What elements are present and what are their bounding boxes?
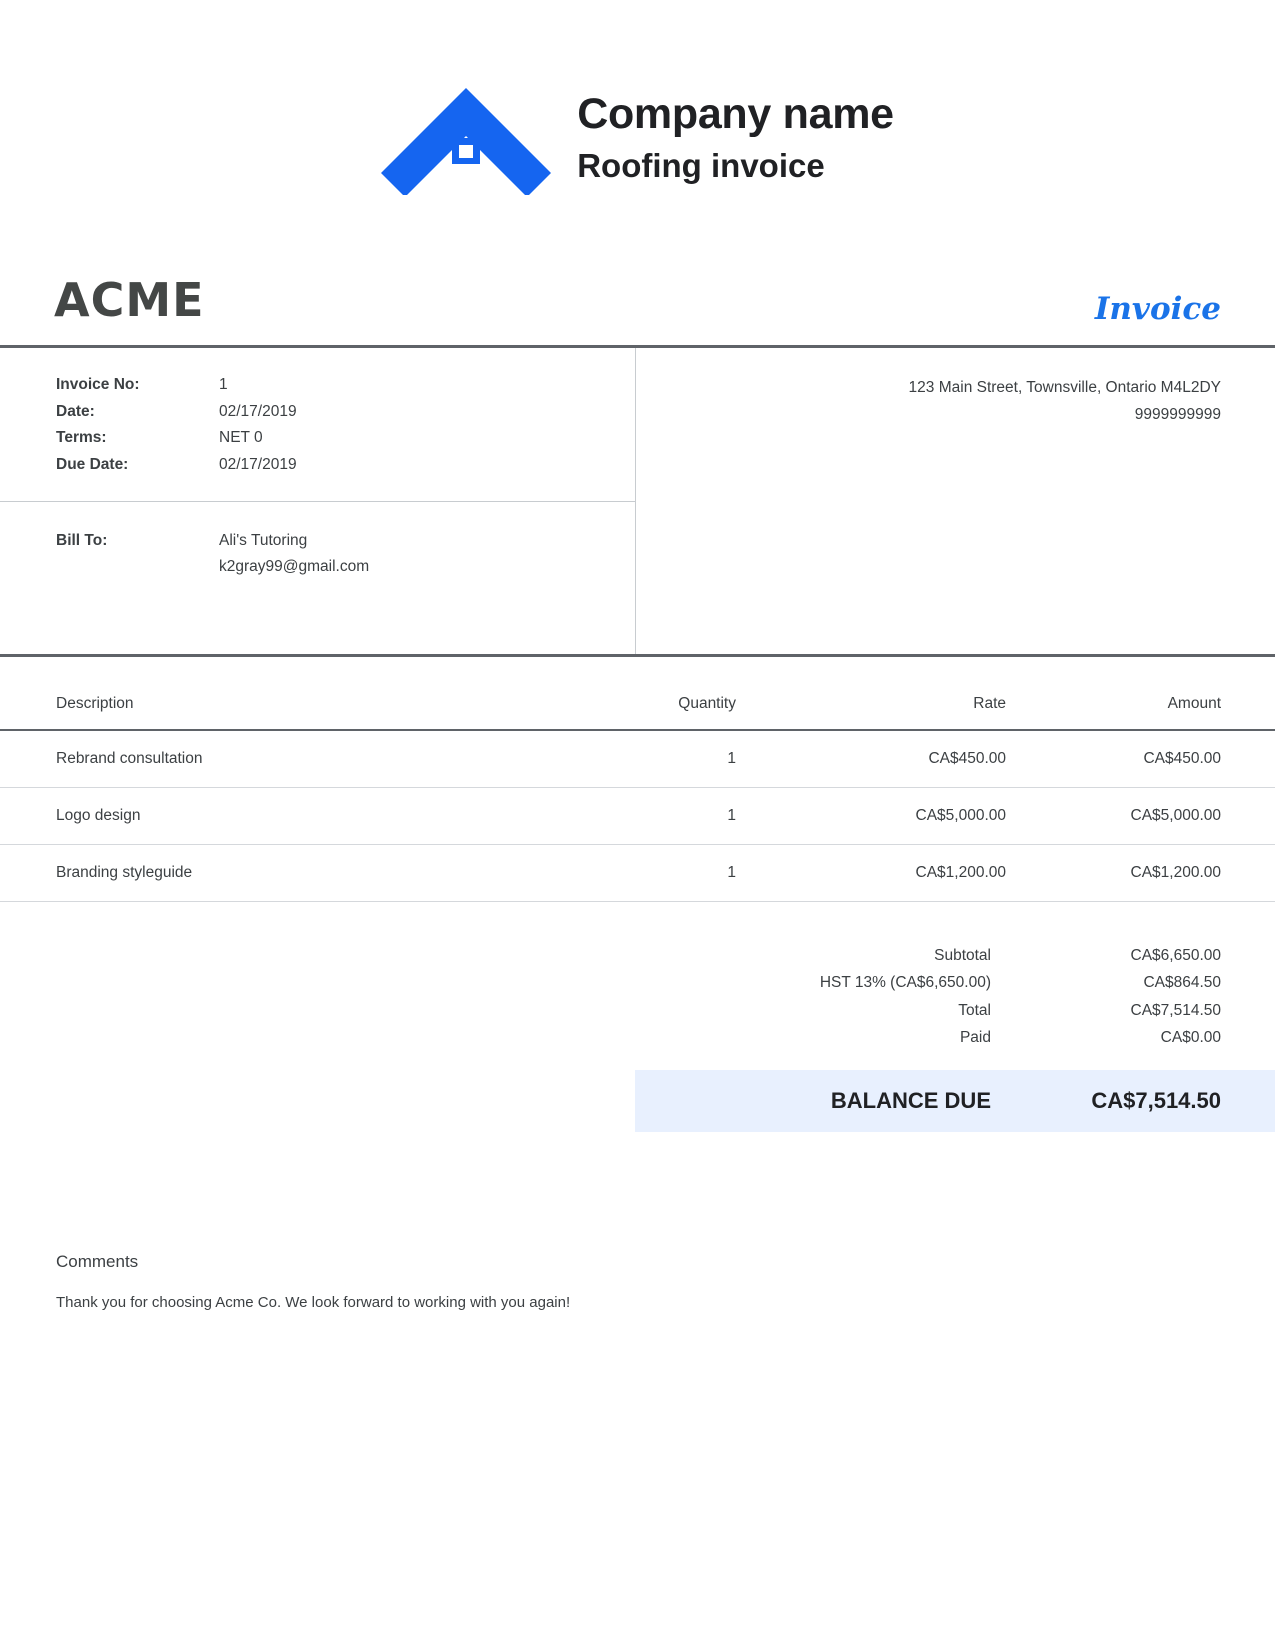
- due-date-value: 02/17/2019: [219, 455, 297, 473]
- invoice-meta-left: [0, 348, 636, 654]
- item-rate: CA$1,200.00: [736, 844, 1006, 901]
- due-date-row: [56, 452, 635, 479]
- roof-house-icon: [381, 80, 551, 195]
- table-row: [0, 730, 1275, 788]
- paid-label: Paid: [959, 1029, 991, 1047]
- total-row: [635, 997, 1275, 1025]
- paid-row: [635, 1024, 1275, 1052]
- item-quantity: 1: [556, 787, 736, 844]
- tax-value: CA$864.50: [1143, 974, 1221, 992]
- document-header: [0, 0, 1275, 195]
- acme-wordmark: ACME: [54, 273, 205, 327]
- company-address: 123 Main Street, Townsville, Ontario M4L2DY: [908, 379, 1221, 396]
- table-row: [0, 844, 1275, 901]
- terms-row: [56, 425, 635, 452]
- bill-to-values: [219, 528, 369, 581]
- item-amount: CA$5,000.00: [1006, 787, 1275, 844]
- terms-value: NET 0: [219, 429, 263, 447]
- item-description: Branding styleguide: [0, 844, 556, 901]
- table-header-row: [0, 683, 1275, 730]
- company-name: Company name: [577, 90, 894, 139]
- item-description: Logo design: [0, 787, 556, 844]
- item-amount: CA$1,200.00: [1006, 844, 1275, 901]
- comments-title: Comments: [56, 1251, 139, 1271]
- company-contact-block: [636, 348, 1275, 654]
- tax-label: HST 13% (CA$6,650.00): [819, 974, 991, 992]
- item-quantity: 1: [556, 844, 736, 901]
- invoice-label: Invoice: [1094, 291, 1221, 327]
- date-label: Date:: [56, 402, 95, 420]
- bill-to-block: [0, 502, 635, 654]
- header-text-block: [577, 89, 894, 185]
- bill-to-email: k2gray99@gmail.com: [219, 558, 370, 576]
- bill-to-name: Ali's Tutoring: [219, 531, 308, 549]
- due-date-label: Due Date:: [56, 455, 129, 473]
- brand-row: [0, 273, 1275, 327]
- company-phone: 9999999999: [1134, 406, 1221, 424]
- line-items-table: [0, 683, 1275, 902]
- invoice-no-row: [56, 372, 635, 399]
- date-value: 02/17/2019: [219, 402, 297, 420]
- table-row: [0, 787, 1275, 844]
- item-rate: CA$5,000.00: [736, 787, 1006, 844]
- comments-section: [0, 1252, 1275, 1311]
- column-header-rate: Rate: [736, 683, 1006, 730]
- total-label: Total: [958, 1001, 991, 1019]
- column-header-description: Description: [0, 683, 556, 730]
- subtotal-value: CA$6,650.00: [1130, 946, 1221, 964]
- subtotal-label: Subtotal: [934, 946, 991, 964]
- balance-due-row: [635, 1070, 1275, 1132]
- bill-to-row: [56, 528, 635, 581]
- paid-value: CA$0.00: [1160, 1029, 1221, 1047]
- tax-row: [635, 969, 1275, 997]
- terms-label: Terms:: [56, 429, 107, 447]
- comments-body: Thank you for choosing Acme Co. We look forward to working with you again!: [56, 1293, 571, 1311]
- invoice-no-value: 1: [219, 376, 228, 393]
- balance-due-value: CA$7,514.50: [1091, 1087, 1221, 1113]
- column-header-quantity: Quantity: [556, 683, 736, 730]
- item-amount: CA$450.00: [1006, 730, 1275, 788]
- balance-due-label: BALANCE DUE: [830, 1087, 991, 1113]
- totals-section: [0, 942, 1275, 1132]
- subtotal-row: [635, 942, 1275, 970]
- document-subtitle: Roofing invoice: [577, 147, 825, 185]
- column-header-amount: Amount: [1006, 683, 1275, 730]
- item-description: Rebrand consultation: [0, 730, 556, 788]
- bill-to-label: Bill To:: [56, 531, 108, 549]
- item-rate: CA$450.00: [736, 730, 1006, 788]
- invoice-details: [0, 348, 635, 502]
- total-value: CA$7,514.50: [1130, 1001, 1221, 1019]
- invoice-no-label: Invoice No:: [56, 376, 140, 393]
- date-row: [56, 399, 635, 426]
- invoice-meta-section: [0, 345, 1275, 657]
- item-quantity: 1: [556, 730, 736, 788]
